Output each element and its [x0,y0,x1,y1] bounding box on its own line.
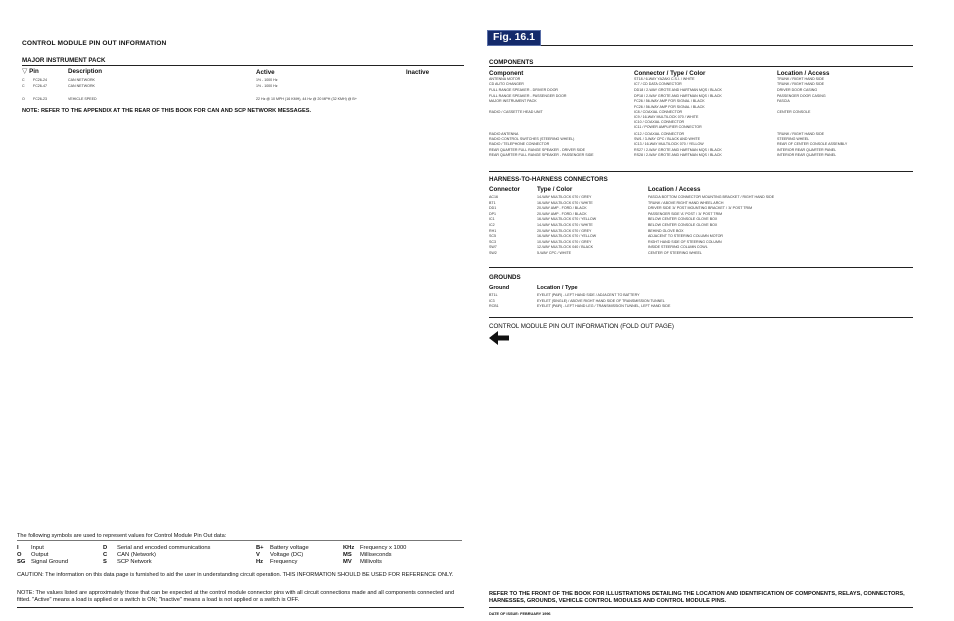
symbol-label: Frequency [270,559,298,565]
component-connector: RS27 / 2-WAY GROTE AND HARTMAN MQS / BLACK [634,148,722,152]
harness-location: BELOW CENTER CONSOLE GLOVE BOX [648,223,718,227]
ground-id: RCB1 [489,304,499,309]
symbol-code: MS [343,552,352,558]
component-name: RADIO / TELEPHONE CONNECTOR [489,142,550,146]
harness-type: 10-WAY MULTILOCK 070 / GREY [537,239,592,244]
component-connector: FC26 / 56-WAY AMP FOR SIGNAL / BLACK [634,99,705,103]
harness-connector: RH1 [489,228,497,233]
component-name: CD AUTO CHANGER [489,82,524,86]
symbol-label: CAN (Network) [117,552,156,558]
component-connector: SW1 / 3-WAY CPC / BLACK AND WHITE [634,137,701,141]
section-title-grounds: GROUNDS [489,274,521,281]
date-of-issue: DATE OF ISSUE: FEBRUARY 1996 [489,612,551,616]
symbol-code: SG [17,559,26,565]
pin-active-value: 22 Hz @ 10 MPH (16 KMH), 44 Hz @ 20 MPH (32 KMH) @ B+ [256,97,357,101]
harness-type: 20-WAY AMP - FORD / BLACK [537,206,587,211]
harness-type: 20-WAY AMP - FORD / BLACK [537,211,587,216]
ground-location: EYELET (PAIR) - LEFT HAND SIDE / ADJACENT TO BATTERY [537,293,640,297]
section-title-components: COMPONENTS [489,59,534,66]
component-connector: FC26 / 56-WAY AMP FOR SIGNAL / BLACK [634,105,705,109]
fig-rule [541,45,913,46]
pin-description: VEHICLE SPEED [68,97,97,101]
symbol-label: Serial and encoded communications [117,545,211,551]
symbol-label: Frequency x 1000 [360,545,407,551]
harness-type: 12-WAY MULTILOCK 040 / BLACK [537,245,593,250]
pin-type: O [22,97,25,101]
component-name: REAR QUARTER FULL RANGE SPEAKER - PASSENGER SIDE [489,153,594,157]
col-header-ground: Ground [489,285,510,291]
component-name: MAJOR INSTRUMENT PACK [489,99,537,103]
harness-type: 20-WAY MULTILOCK 070 / GREY [537,228,592,233]
ground-location: EYELET (PAIR) - LEFT HAND LEG / TRANSMISSION TUNNEL, LEFT HAND SIDE [537,304,671,309]
col-header-harness-location: Location / Access [648,186,701,193]
foldout-title: CONTROL MODULE PIN OUT INFORMATION (FOLD OUT PAGE) [489,323,674,330]
component-connector: IC8 / COAXIAL CONNECTOR [634,110,683,114]
col-header-ground-location: Location / Type [537,285,578,291]
component-connector: DD18 / 2-WAY GROTE AND HARTMAN MQS / BLACK [634,88,722,92]
col-header-inactive: Inactive [406,69,430,76]
pin-active-value: 1½ - 1000 Hz [256,78,278,82]
component-connector: IC11 / POWER AMPLIFIER CONNECTOR [634,125,702,129]
ground-id: IC3 [489,298,495,303]
section-title-instrument-pack: MAJOR INSTRUMENT PACK [22,57,106,64]
component-location: FASCIA [777,99,790,103]
symbol-label: Output [31,552,49,558]
harness-connector: SC5 [489,234,496,239]
harness-location: CENTER OF STEERING WHEEL [648,251,702,255]
col-header-harness-connector: Connector [489,186,520,193]
ground-id: BT1L [489,293,498,297]
harness-connector: AC16 [489,195,498,199]
component-connector: IC7 / CD DATA CONNECTOR [634,82,682,86]
harness-location: TRUNK / ABOVE RIGHT HAND WHEEL ARCH [648,200,724,205]
component-location: TRUNK / RIGHT HAND SIDE [777,82,825,86]
harness-location: FASCIA BOTTOM CONNECTOR MOUNTING BRACKET / RIGHT HAND SIDE [648,195,775,199]
component-name: RADIO / CASSETTE HEAD UNIT [489,110,543,114]
col-header-component: Component [489,70,524,77]
arrow-left-icon[interactable] [489,331,509,345]
symbol-label: SCP Network [117,559,152,565]
symbol-code: D [103,545,108,551]
symbol-label: Battery voltage [270,545,309,551]
symbol-code: KHz [343,545,355,551]
component-location: TRUNK / RIGHT HAND SIDE [777,132,825,136]
component-name: ANTENNA MOTOR [489,77,521,81]
harness-connector: SC3 [489,239,496,244]
harness-connector: BT1 [489,200,496,205]
symbol-label: Milliseconds [360,552,392,558]
triangle-down-icon: ▽ [22,68,28,75]
harness-connector: IC1 [489,217,495,222]
pin-number: FC26-24 [33,78,47,82]
component-location: INTERIOR REAR QUARTER PANEL [777,153,837,157]
component-location: TRUNK / RIGHT HAND SIDE [777,77,825,81]
grounds-bottom-rule [489,317,913,318]
harness-type: 16-WAY MULTILOCK 070 / WHITE [537,200,593,205]
harness-connector: SW7 [489,245,497,250]
component-location: CENTER CONSOLE [777,110,811,114]
component-name: REAR QUARTER FULL RANGE SPEAKER - DRIVER SIDE [489,148,586,152]
harness-connector: DP1 [489,211,496,216]
pin-number: FC26-23 [33,97,47,101]
pin-active-value: 1½ - 1000 Hz [256,84,278,88]
harness-location: PASSENGER SIDE 'A' POST / 'A' POST TRIM [648,211,723,216]
symbol-code: V [256,552,260,558]
symbols-intro: The following symbols are used to represent values for Control Module Pin Out data: [17,533,227,539]
figure-label: Fig. 16.1 [487,30,541,46]
col-header-description: Description [68,68,103,75]
col-header-active: Active [256,69,275,76]
col-header-location: Location / Access [777,70,830,77]
symbols-rule [17,540,462,541]
harness-type: 16-WAY MULTILOCK 070 / YELLOW [537,234,597,239]
page-title-left: CONTROL MODULE PIN OUT INFORMATION [22,40,167,47]
component-connector: IC13 / 16-WAY MULTILOCK 070 / YELLOW [634,142,704,146]
pin-type: C [22,78,25,82]
left-bottom-rule [17,607,464,608]
pin-number: FC26-47 [33,84,47,88]
symbol-label: Signal Ground [31,559,69,565]
pin-description: CAN NETWORK [68,78,95,82]
right-bottom-rule [489,607,913,608]
component-name: RADIO ANTENNA [489,132,519,136]
note-values-text: NOTE: The values listed are approximately those that can be expected at the control module connector pins with all circuit connections made and all components connected and fitted. "Active" means a load is applied or a switch is ON; "Inactive" means a load is not applied or a switch is OFF. [17,590,455,603]
component-connector: DP18 / 2-WAY GROTE AND HARTMAN MQS / BLACK [634,94,722,98]
component-location: STEERING WHEEL [777,137,810,141]
footer-reference-text: REFER TO THE FRONT OF THE BOOK FOR ILLUSTRATIONS DETAILING THE LOCATION AND IDENTIFICATION OF COMPONENTS, RELAYS, CONNECTORS, HARNESSES, GROUNDS, VEHICLE CONTROL MODULES AND CONTROL MODULE PINS. [489,591,905,604]
harness-type: 14-WAY MULTILOCK 070 / GREY [537,195,592,199]
section-title-harness: HARNESS-TO-HARNESS CONNECTORS [489,176,608,183]
col-header-pin: ▽ Pin [22,68,39,75]
symbol-label: Millivolts [360,559,382,565]
symbol-code: C [103,552,108,558]
harness-connector: DD1 [489,206,497,211]
component-name: FULL RANGE SPEAKER - DRIVER DOOR [489,88,558,92]
symbol-code: MV [343,559,352,565]
pin-description: CAN NETWORK [68,84,95,88]
symbol-code: I [17,545,19,551]
component-connector: RS28 / 2-WAY GROTE AND HARTMAN MQS / BLACK [634,153,722,157]
harness-location: RIGHT HAND SIDE OF STEERING COLUMN [648,239,722,244]
component-location: DRIVER DOOR CASING [777,88,818,92]
symbol-code: O [17,552,22,558]
symbol-label: Voltage (DC) [270,552,304,558]
components-bottom-rule [489,171,913,172]
harness-bottom-rule [489,267,913,268]
component-location: INTERIOR REAR QUARTER PANEL [777,148,837,152]
component-connector: IC10 / COAXIAL CONNECTOR [634,120,685,124]
component-name: RADIO CONTROL SWITCHES (STEERING WHEEL) [489,137,575,141]
note-appendix: NOTE: REFER TO THE APPENDIX AT THE REAR OF THIS BOOK FOR CAN AND SCP NETWORK MESSAGES. [22,108,312,114]
harness-location: DRIVER SIDE 'A' POST MOUNTING BRACKET / 'A' POST TRIM [648,206,753,211]
harness-connector: IC2 [489,223,495,227]
component-name: FULL RANGE SPEAKER - PASSENGER DOOR [489,94,567,98]
symbol-code: S [103,559,107,565]
harness-connector: SW2 [489,251,497,255]
section-rule [22,65,464,66]
harness-location: BELOW CENTER CONSOLE GLOVE BOX [648,217,718,222]
pin-type: C [22,84,25,88]
component-connector: IC12 / COAXIAL CONNECTOR [634,132,685,136]
symbol-code: B+ [256,545,264,551]
col-header-connector-type: Connector / Type / Color [634,70,706,77]
components-rule [489,66,913,67]
harness-location: ADJACENT TO STEERING COLUMN MOTOR [648,234,724,239]
symbol-label: Input [31,545,44,551]
harness-type: 16-WAY MULTILOCK 070 / YELLOW [537,217,597,222]
harness-type: 5-WAY CPC / WHITE [537,251,572,255]
caution-text: CAUTION: The information on this data page is furnished to aid the user in understanding circuit operation. THIS INFORMATION SHOULD BE USED FOR REFERENCE ONLY. [17,572,454,578]
harness-location: BEHIND GLOVE BOX [648,228,684,233]
component-location: PASSENGER DOOR CASING [777,94,826,98]
component-connector: ST18 / 6-WAY YAZAKI C.S.I. / WHITE [634,77,695,81]
symbol-code: Hz [256,559,264,565]
ground-location: EYELET (SINGLE) / ABOVE RIGHT HAND SIDE OF TRANSMISSION TUNNEL [537,298,665,303]
component-connector: IC9 / 16-WAY MULTILOCK 070 / WHITE [634,115,699,119]
harness-type: 14-WAY MULTILOCK 070 / WHITE [537,223,593,227]
harness-location: INSIDE STEERING COLUMN COWL [648,245,708,250]
col-header-harness-type: Type / Color [537,186,573,193]
component-location: REAR OF CENTER CONSOLE ASSEMBLY [777,142,848,146]
